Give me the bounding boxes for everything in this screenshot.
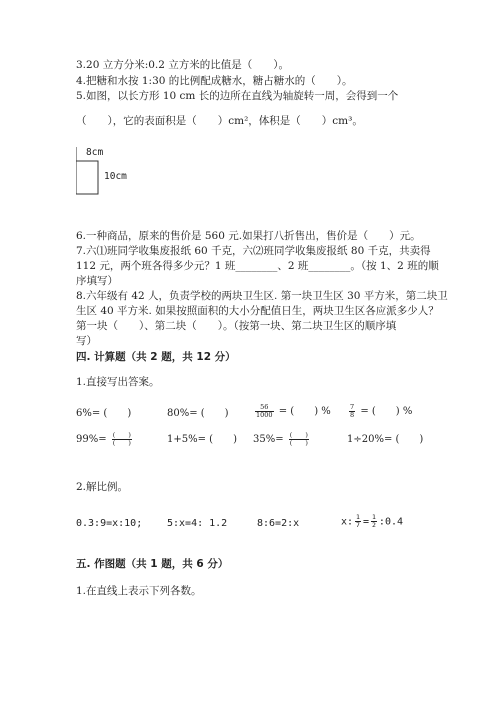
calc-r1c3	[253, 404, 331, 419]
calc-r2c1	[76, 432, 134, 447]
question-7-line-2: 112 元，两个班各得多少元？1 班________、2 班________。（按 1、2 班的顺	[76, 260, 439, 272]
fraction-denominator: 2	[372, 521, 376, 529]
ratio-e4-tail: :0.4	[378, 516, 404, 528]
calc-r1c4-tail: = ( ) %	[360, 406, 413, 417]
question-8-line-3: 第一块（ ）、第二块（ ）。（按第一块、第二块卫生区的顺序填	[76, 320, 397, 332]
rectangle-figure	[76, 147, 146, 200]
ratio-e4-equals: =	[362, 516, 369, 528]
calc-r2c3-head: 35%=	[253, 434, 284, 445]
question-5-line-2: （ ），它的表面积是（ ）cm²，体积是（ ）cm³。	[76, 115, 363, 127]
rectangle-shape	[76, 161, 98, 194]
fraction-denominator: ( )	[112, 439, 131, 447]
section-4-title: 四. 计算题（共 2 题，共 12 分）	[76, 351, 236, 363]
calc-r1c4	[347, 404, 412, 419]
calc-r2c2: 1+5%= ( )	[167, 434, 237, 445]
fraction-denominator: ( )	[289, 439, 308, 447]
ratio-e2: 5:x=4: 1.2	[167, 518, 228, 529]
question-8-line-2: 生区 40 平方米. 如果按照面积的大小分配值日生，两块卫生区各应派多少人？	[76, 305, 439, 317]
question-7-line-1: 7.六⑴班同学收集废报纸 60 千克，六⑵班同学收集废报纸 80 千克，共卖得	[76, 245, 431, 257]
question-8-line-1: 8.六年级有 42 人，负责学校的两块卫生区. 第一块卫生区 30 平方米，第二块卫	[76, 290, 448, 302]
width-label: 8cm	[86, 147, 104, 158]
calc-r1c2: 80%= ( )	[167, 408, 229, 419]
question-4: 4.把糖和水按 1:30 的比例配成糖水，糖占糖水的（ ）。	[76, 75, 353, 87]
fraction-numerator: ( )	[289, 431, 308, 439]
fraction-numerator: 1	[372, 513, 376, 521]
section-4-question-1: 1.直接写出答案。	[76, 376, 160, 388]
ratio-e3: 8:6=2:x	[257, 518, 300, 529]
ratio-e1: 0.3:9=x:10;	[76, 518, 143, 529]
fraction-numerator: ( )	[112, 431, 131, 439]
fraction-1-2	[371, 514, 377, 529]
section-4-question-2: 2.解比例。	[76, 481, 129, 493]
fraction-denominator: 8	[350, 411, 355, 419]
fraction-numerator: 7	[350, 403, 355, 411]
question-5-line-1: 5.如图，以长方形 10 cm 长的边所在直线为轴旋转一周，会得到一个	[76, 90, 399, 102]
question-3: 3.20 立方分米:0.2 立方米的比值是（ ）。	[76, 59, 290, 71]
fraction-1-7	[355, 514, 361, 529]
fraction-numerator: 1	[356, 513, 360, 521]
question-7-line-3: 序填写）	[76, 275, 118, 287]
calc-r2c3	[253, 432, 311, 447]
fraction-blank	[289, 432, 309, 447]
fraction-7-8	[349, 404, 355, 419]
calc-r1c3-tail: = ( ) %	[278, 406, 331, 417]
height-label: 10cm	[104, 171, 127, 182]
calc-r2c1-head: 99%=	[76, 434, 107, 445]
section-5-question-1: 1.在直线上表示下列各数。	[76, 585, 202, 597]
question-8-line-4: 写）	[76, 335, 97, 347]
calc-r1c1: 6%= ( )	[76, 408, 132, 419]
question-6: 6.一种商品，原来的售价是 560 元.如果打八折售出，售价是（ ）元。	[76, 230, 421, 242]
ratio-e4-head: x:	[341, 516, 354, 528]
ratio-e4	[341, 514, 403, 529]
fraction-blank	[112, 432, 132, 447]
fraction-numerator: 56	[255, 404, 274, 412]
fraction-denominator: 1000	[256, 411, 273, 419]
fraction-denominator: 7	[356, 521, 360, 529]
fraction-56-1000	[255, 404, 274, 419]
calc-r2c4: 1÷20%= ( )	[347, 434, 424, 445]
section-5-title: 五. 作图题（共 1 题，共 6 分）	[76, 558, 229, 570]
